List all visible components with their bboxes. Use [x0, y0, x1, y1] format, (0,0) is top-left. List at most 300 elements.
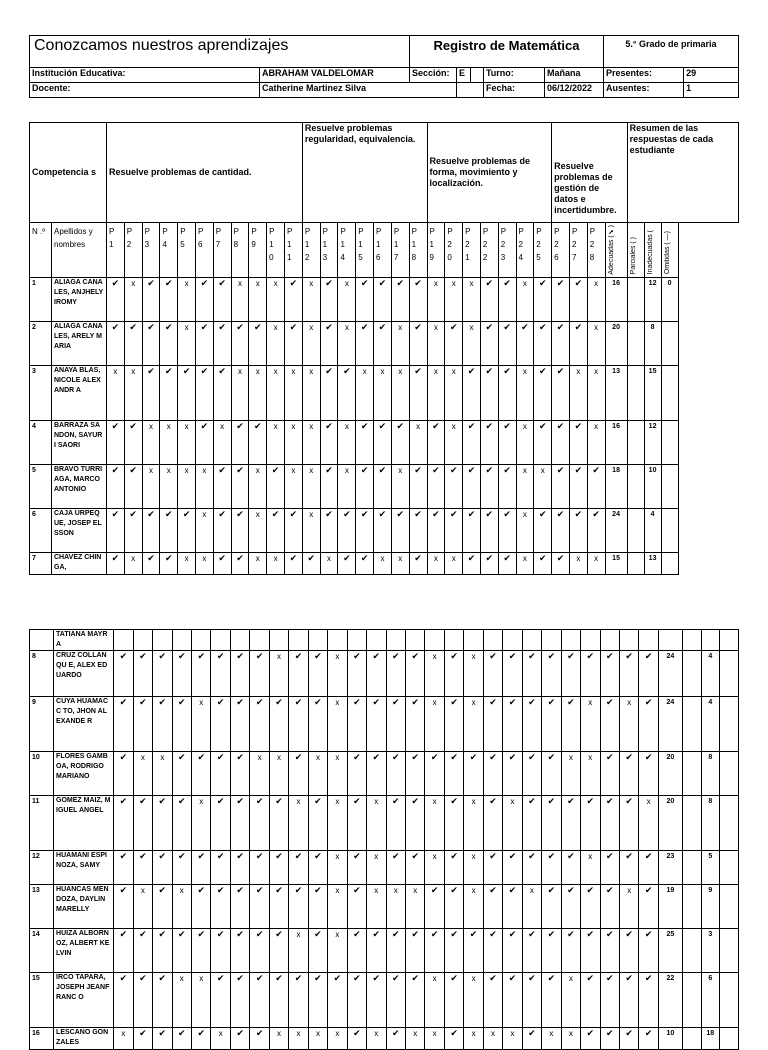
empty-cell	[483, 630, 502, 651]
incorrect-mark: x	[516, 365, 534, 420]
correct-mark: ✔	[503, 697, 522, 752]
partial-count	[627, 277, 644, 321]
question-label-part: 5	[536, 253, 541, 262]
question-label-part: P	[322, 227, 328, 236]
question-header	[338, 223, 356, 278]
summary-col-label: Parciales ( )	[629, 237, 637, 275]
question-label-part: 4	[518, 253, 523, 262]
adequate-count: 10	[658, 1028, 682, 1050]
empty-cell	[581, 630, 600, 651]
adequate-count: 22	[658, 973, 682, 1028]
omitted-count	[720, 885, 739, 929]
question-label-part: 1	[286, 253, 292, 262]
incorrect-mark: x	[124, 365, 142, 420]
incorrect-mark: x	[142, 420, 160, 464]
adequate-count: 20	[658, 752, 682, 796]
correct-mark: ✔	[639, 651, 658, 697]
correct-mark: ✔	[391, 277, 409, 321]
question-label-part: P	[589, 227, 596, 236]
question-header	[569, 223, 587, 278]
correct-mark: ✔	[338, 508, 356, 552]
empty-cell	[720, 630, 739, 651]
incorrect-mark: x	[391, 464, 409, 508]
correct-mark: ✔	[483, 973, 502, 1028]
question-label-part: P	[500, 227, 507, 236]
correct-mark: ✔	[498, 508, 516, 552]
absent-value: 1	[684, 83, 739, 98]
correct-mark: ✔	[480, 277, 498, 321]
correct-mark: ✔	[600, 885, 619, 929]
competencia-header: Competencia s	[30, 123, 107, 223]
correct-mark: ✔	[284, 277, 302, 321]
student-number: 1	[30, 277, 52, 321]
incorrect-mark: x	[464, 1028, 483, 1050]
correct-mark: ✔	[302, 552, 320, 574]
correct-mark: ✔	[542, 973, 561, 1028]
correct-mark: ✔	[561, 651, 580, 697]
student-number: 6	[30, 508, 52, 552]
question-label-part: P	[376, 227, 382, 236]
incorrect-mark: x	[328, 885, 347, 929]
empty-cell	[269, 630, 288, 651]
correct-mark: ✔	[516, 321, 534, 365]
correct-mark: ✔	[480, 365, 498, 420]
correct-mark: ✔	[386, 851, 405, 885]
teacher-label: Docente:	[30, 83, 260, 98]
correct-mark: ✔	[542, 752, 561, 796]
question-header	[231, 223, 249, 278]
correct-mark: ✔	[600, 851, 619, 885]
correct-mark: ✔	[142, 277, 160, 321]
partial-count	[682, 851, 701, 885]
adequate-count: 23	[658, 851, 682, 885]
correct-mark: ✔	[522, 973, 541, 1028]
institution-value: ABRAHAM VALDELOMAR	[259, 68, 409, 83]
student-number: 8	[30, 651, 54, 697]
correct-mark: ✔	[552, 420, 570, 464]
correct-mark: ✔	[409, 365, 427, 420]
correct-mark: ✔	[405, 851, 424, 885]
correct-mark: ✔	[552, 552, 570, 574]
incorrect-mark: x	[284, 365, 302, 420]
incorrect-mark: x	[269, 651, 288, 697]
correct-mark: ✔	[153, 1028, 172, 1050]
question-label-part: 2	[500, 240, 506, 249]
correct-mark: ✔	[444, 752, 463, 796]
correct-mark: ✔	[211, 752, 230, 796]
student-number: 5	[30, 464, 52, 508]
correct-mark: ✔	[195, 277, 213, 321]
question-label-part: P	[447, 227, 453, 236]
incorrect-mark: x	[114, 1028, 133, 1050]
correct-mark: ✔	[172, 929, 191, 973]
empty-cell	[405, 630, 424, 651]
correct-mark: ✔	[211, 885, 230, 929]
question-label-part: 2	[126, 240, 132, 249]
omitted-count	[661, 552, 678, 574]
correct-mark: ✔	[160, 508, 178, 552]
correct-mark: ✔	[464, 929, 483, 973]
correct-mark: ✔	[249, 420, 267, 464]
correct-mark: ✔	[619, 973, 638, 1028]
partial-count	[682, 973, 701, 1028]
question-label-part: 4	[340, 253, 345, 262]
question-label-part: 1	[286, 240, 292, 249]
summary-header: Resumen de las respuestas de cada estudiante	[627, 123, 738, 223]
student-name: ANAYA BLAS, NICOLE ALEXANDR A	[52, 365, 107, 420]
question-label-part: P	[269, 227, 275, 236]
question-header	[498, 223, 516, 278]
correct-mark: ✔	[153, 885, 172, 929]
incorrect-mark: x	[516, 420, 534, 464]
omitted-count	[661, 464, 678, 508]
incorrect-mark: x	[367, 796, 386, 851]
correct-mark: ✔	[356, 277, 374, 321]
correct-mark: ✔	[347, 929, 366, 973]
correct-mark: ✔	[250, 651, 269, 697]
question-header	[374, 223, 392, 278]
date-value: 06/12/2022	[544, 83, 603, 98]
correct-mark: ✔	[569, 277, 587, 321]
correct-mark: ✔	[391, 508, 409, 552]
correct-mark: ✔	[374, 508, 392, 552]
correct-mark: ✔	[639, 885, 658, 929]
section-value: E	[456, 68, 470, 83]
correct-mark: ✔	[503, 973, 522, 1028]
inadequate-count: 6	[701, 973, 720, 1028]
correct-mark: ✔	[356, 508, 374, 552]
incorrect-mark: x	[516, 508, 534, 552]
incorrect-mark: x	[328, 796, 347, 851]
incorrect-mark: x	[425, 796, 444, 851]
incorrect-mark: x	[249, 365, 267, 420]
adequate-count: 15	[605, 552, 627, 574]
correct-mark: ✔	[522, 1028, 541, 1050]
correct-mark: ✔	[581, 885, 600, 929]
correct-mark: ✔	[192, 651, 211, 697]
correct-mark: ✔	[328, 973, 347, 1028]
correct-mark: ✔	[230, 851, 249, 885]
incorrect-mark: x	[534, 464, 552, 508]
student-number	[30, 630, 54, 651]
correct-mark: ✔	[498, 420, 516, 464]
question-label-part: P	[286, 227, 293, 236]
correct-mark: ✔	[192, 851, 211, 885]
correct-mark: ✔	[522, 929, 541, 973]
omitted-count	[720, 851, 739, 885]
incorrect-mark: x	[249, 277, 267, 321]
correct-mark: ✔	[172, 1028, 191, 1050]
incorrect-mark: x	[516, 277, 534, 321]
correct-mark: ✔	[213, 552, 231, 574]
correct-mark: ✔	[114, 885, 133, 929]
correct-mark: ✔	[405, 651, 424, 697]
student-number: 14	[30, 929, 54, 973]
question-header	[107, 223, 125, 278]
omitted-count: 0	[661, 277, 678, 321]
incorrect-mark: x	[308, 752, 327, 796]
adequate-count: 19	[658, 885, 682, 929]
question-label-part: 7	[393, 253, 399, 262]
question-label-part: P	[304, 227, 311, 236]
correct-mark: ✔	[503, 752, 522, 796]
incorrect-mark: x	[356, 365, 374, 420]
correct-mark: ✔	[289, 851, 308, 885]
incorrect-mark: x	[328, 697, 347, 752]
correct-mark: ✔	[600, 651, 619, 697]
question-label-part: 2	[571, 240, 577, 249]
question-label-part: P	[251, 227, 257, 236]
incorrect-mark: x	[464, 885, 483, 929]
incorrect-mark: x	[172, 885, 191, 929]
partial-count	[682, 796, 701, 851]
correct-mark: ✔	[619, 929, 638, 973]
question-label-part: P	[429, 227, 435, 236]
question-header	[124, 223, 142, 278]
correct-mark: ✔	[153, 929, 172, 973]
correct-mark: ✔	[534, 277, 552, 321]
question-label-part: 2	[304, 253, 310, 262]
correct-mark: ✔	[444, 973, 463, 1028]
correct-mark: ✔	[386, 752, 405, 796]
correct-mark: ✔	[386, 651, 405, 697]
student-name: CAJA URPEQUE, JOSEP ELSSON	[52, 508, 107, 552]
student-name: ALIAGA CANALES, ANJHELY IROMY	[52, 277, 107, 321]
correct-mark: ✔	[172, 796, 191, 851]
correct-mark: ✔	[142, 365, 160, 420]
incorrect-mark: x	[405, 1028, 424, 1050]
correct-mark: ✔	[619, 1028, 638, 1050]
correct-mark: ✔	[153, 851, 172, 885]
question-header	[160, 223, 178, 278]
question-label-part: 2	[447, 240, 452, 249]
correct-mark: ✔	[600, 796, 619, 851]
correct-mark: ✔	[114, 697, 133, 752]
incorrect-mark: x	[289, 796, 308, 851]
incorrect-mark: x	[425, 973, 444, 1028]
incorrect-mark: x	[561, 1028, 580, 1050]
correct-mark: ✔	[386, 973, 405, 1028]
correct-mark: ✔	[600, 973, 619, 1028]
correct-mark: ✔	[153, 697, 172, 752]
correct-mark: ✔	[142, 508, 160, 552]
question-label-part: P	[340, 227, 346, 236]
correct-mark: ✔	[269, 973, 288, 1028]
question-label-part: 2	[536, 240, 541, 249]
table-row	[30, 651, 739, 697]
correct-mark: ✔	[503, 885, 522, 929]
student-number: 11	[30, 796, 54, 851]
incorrect-mark: x	[464, 973, 483, 1028]
header-table	[29, 35, 739, 98]
incorrect-mark: x	[405, 885, 424, 929]
correct-mark: ✔	[552, 277, 570, 321]
incorrect-mark: x	[195, 508, 213, 552]
page-title: Conozcamos nuestros aprendizajes	[30, 36, 410, 68]
question-label-part: 1	[322, 240, 328, 249]
correct-mark: ✔	[231, 508, 249, 552]
question-label-part: 3	[500, 253, 506, 262]
correct-mark: ✔	[133, 1028, 152, 1050]
correct-mark: ✔	[338, 365, 356, 420]
correct-mark: ✔	[284, 508, 302, 552]
omitted-count	[720, 1028, 739, 1050]
incorrect-mark: x	[142, 464, 160, 508]
incorrect-mark: x	[374, 552, 392, 574]
incorrect-mark: x	[427, 552, 445, 574]
correct-mark: ✔	[600, 1028, 619, 1050]
correct-mark: ✔	[600, 697, 619, 752]
student-number: 9	[30, 697, 54, 752]
correct-mark: ✔	[124, 464, 142, 508]
question-row	[30, 223, 739, 278]
absent-label: Ausentes:	[604, 83, 684, 98]
question-header	[516, 223, 534, 278]
adequate-count: 16	[605, 420, 627, 464]
incorrect-mark: x	[267, 420, 285, 464]
question-label-part: 2	[554, 240, 559, 249]
question-label-part: 7	[571, 253, 577, 262]
correct-mark: ✔	[480, 464, 498, 508]
correct-mark: ✔	[522, 796, 541, 851]
results-table-page2	[29, 629, 739, 1050]
correct-mark: ✔	[153, 796, 172, 851]
omitted-count	[720, 752, 739, 796]
empty-cell	[639, 630, 658, 651]
question-label-part: P	[482, 227, 489, 236]
question-label-part: 5	[180, 240, 185, 249]
question-label-part: 3	[322, 253, 328, 262]
adequate-count: 24	[605, 508, 627, 552]
correct-mark: ✔	[427, 420, 445, 464]
empty-cell	[347, 630, 366, 651]
correct-mark: ✔	[230, 1028, 249, 1050]
student-name: IRCO TAPARA, JOSEPH JEANFRANC O	[54, 973, 114, 1028]
correct-mark: ✔	[444, 885, 463, 929]
correct-mark: ✔	[338, 552, 356, 574]
correct-mark: ✔	[347, 973, 366, 1028]
summary-col-header	[605, 223, 627, 278]
correct-mark: ✔	[250, 697, 269, 752]
correct-mark: ✔	[114, 973, 133, 1028]
incorrect-mark: x	[391, 552, 409, 574]
question-header	[409, 223, 427, 278]
correct-mark: ✔	[230, 697, 249, 752]
correct-mark: ✔	[308, 885, 327, 929]
correct-mark: ✔	[213, 321, 231, 365]
student-number: 3	[30, 365, 52, 420]
correct-mark: ✔	[480, 552, 498, 574]
incorrect-mark: x	[249, 552, 267, 574]
empty-cell	[328, 630, 347, 651]
incorrect-mark: x	[463, 277, 481, 321]
incorrect-mark: x	[302, 464, 320, 508]
correct-mark: ✔	[498, 552, 516, 574]
correct-mark: ✔	[619, 851, 638, 885]
incorrect-mark: x	[587, 277, 605, 321]
empty-cell	[522, 630, 541, 651]
student-name: CRUZ COLLANQU E, ALEX EDUARDO	[54, 651, 114, 697]
correct-mark: ✔	[522, 697, 541, 752]
adequate-count: 13	[605, 365, 627, 420]
incorrect-mark: x	[367, 885, 386, 929]
inadequate-count: 12	[644, 420, 661, 464]
question-header	[267, 223, 285, 278]
correct-mark: ✔	[133, 929, 152, 973]
correct-mark: ✔	[483, 697, 502, 752]
correct-mark: ✔	[569, 464, 587, 508]
correct-mark: ✔	[347, 796, 366, 851]
correct-mark: ✔	[267, 508, 285, 552]
question-label-part: 3	[144, 240, 150, 249]
inadequate-count: 4	[644, 508, 661, 552]
correct-mark: ✔	[561, 851, 580, 885]
question-label-part: 8	[233, 240, 239, 249]
question-label-part: 1	[393, 240, 399, 249]
adequate-count: 25	[658, 929, 682, 973]
omitted-count	[661, 508, 678, 552]
correct-mark: ✔	[133, 796, 152, 851]
correct-mark: ✔	[124, 508, 142, 552]
empty-cell	[619, 630, 638, 651]
correct-mark: ✔	[124, 321, 142, 365]
inadequate-count: 13	[644, 552, 661, 574]
correct-mark: ✔	[160, 552, 178, 574]
question-label-part: 0	[269, 253, 274, 262]
correct-mark: ✔	[195, 365, 213, 420]
question-header	[445, 223, 463, 278]
correct-mark: ✔	[172, 851, 191, 885]
correct-mark: ✔	[552, 321, 570, 365]
incorrect-mark: x	[581, 697, 600, 752]
incorrect-mark: x	[391, 365, 409, 420]
correct-mark: ✔	[231, 420, 249, 464]
inadequate-count: 5	[701, 851, 720, 885]
incorrect-mark: x	[320, 552, 338, 574]
correct-mark: ✔	[320, 277, 338, 321]
correct-mark: ✔	[386, 697, 405, 752]
student-name: BARRAZA SANDON, SAYURI SAORI	[52, 420, 107, 464]
question-label-part: 1	[109, 240, 114, 249]
table-row	[30, 973, 739, 1028]
correct-mark: ✔	[483, 885, 502, 929]
incorrect-mark: x	[302, 420, 320, 464]
omitted-count	[720, 697, 739, 752]
correct-mark: ✔	[230, 885, 249, 929]
incorrect-mark: x	[367, 851, 386, 885]
correct-mark: ✔	[639, 973, 658, 1028]
question-header	[356, 223, 374, 278]
question-label-part: P	[465, 227, 471, 236]
correct-mark: ✔	[405, 796, 424, 851]
incorrect-mark: x	[338, 321, 356, 365]
empty-cell	[133, 630, 152, 651]
correct-mark: ✔	[250, 885, 269, 929]
correct-mark: ✔	[534, 552, 552, 574]
incorrect-mark: x	[267, 365, 285, 420]
correct-mark: ✔	[230, 752, 249, 796]
correct-mark: ✔	[503, 851, 522, 885]
grade-label: 5.° Grado de primaria	[604, 36, 739, 68]
correct-mark: ✔	[409, 508, 427, 552]
question-header	[320, 223, 338, 278]
correct-mark: ✔	[427, 508, 445, 552]
correct-mark: ✔	[250, 851, 269, 885]
incorrect-mark: x	[619, 697, 638, 752]
empty-cell	[682, 630, 701, 651]
correct-mark: ✔	[581, 973, 600, 1028]
question-header	[480, 223, 498, 278]
